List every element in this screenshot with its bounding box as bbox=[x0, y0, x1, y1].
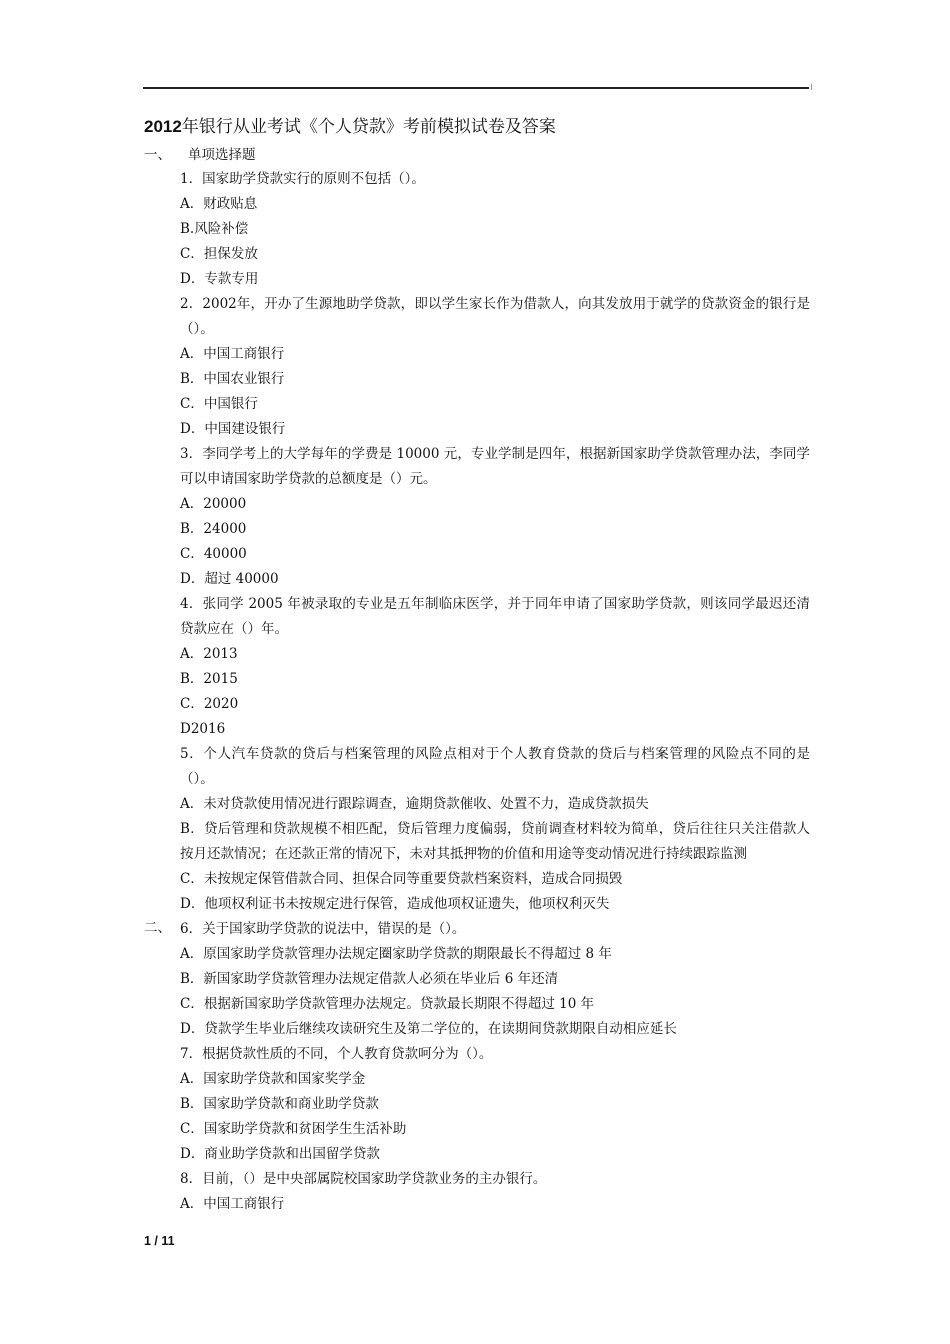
header-rule bbox=[143, 87, 809, 89]
option-2a: A．中国工商银行 bbox=[180, 346, 285, 362]
question-list bbox=[180, 167, 810, 1217]
title-text: 年银行从业考试《个人贷款》考前模拟试卷及答案 bbox=[181, 117, 556, 137]
question-4: 4．张同学 2005 年被录取的专业是五年制临床医学，并于同年申请了国家助学贷款，则该同学最迟还清贷款应在（）年。 bbox=[180, 596, 810, 637]
option-2c: C．中国银行 bbox=[180, 396, 258, 412]
option-6d: D．贷款学生毕业后继续攻读研究生及第二学位的，在读期间贷款期限自动相应延长 bbox=[180, 1021, 677, 1037]
option-4c: C．2020 bbox=[180, 696, 239, 712]
option-6a: A．原国家助学贷款管理办法规定圈家助学贷款的期限最长不得超过 8 年 bbox=[180, 946, 612, 962]
option-2b: B．中国农业银行 bbox=[180, 371, 285, 387]
question-7: 7．根据贷款性质的不同，个人教育贷款呵分为（）。 bbox=[180, 1046, 493, 1062]
option-5a: A．未对贷款使用情况进行跟踪调查，逾期贷款催收、处置不力，造成贷款损失 bbox=[180, 796, 649, 812]
option-1a: A．财政贴息 bbox=[180, 196, 258, 212]
option-3c: C．40000 bbox=[180, 546, 247, 562]
section-number: 二、 bbox=[144, 920, 171, 936]
option-6c: C．根据新国家助学贷款管理办法规定。贷款最长期限不得超过 10 年 bbox=[180, 996, 595, 1012]
question-5: 5．个人汽车贷款的贷后与档案管理的风险点相对于个人教育贷款的贷后与档案管理的风险点不同的是（）。 bbox=[180, 746, 810, 787]
option-3a: A．20000 bbox=[180, 496, 247, 512]
option-5c: C．未按规定保管借款合同、担保合同等重要贷款档案资料，造成合同损毁 bbox=[180, 871, 623, 887]
option-6b: B．新国家助学贷款管理办法规定借款人必须在毕业后 6 年还清 bbox=[180, 971, 559, 987]
document-title bbox=[144, 116, 556, 138]
option-8a: A．中国工商银行 bbox=[180, 1196, 285, 1212]
question-6: 6．关于国家助学贷款的说法中，错误的是（）。 bbox=[180, 921, 466, 937]
option-3d: D．超过 40000 bbox=[180, 571, 279, 587]
option-7c: C．国家助学贷款和贫困学生生活补助 bbox=[180, 1121, 407, 1137]
section-label: 单项选择题 bbox=[188, 147, 256, 163]
option-1b: B.风险补偿 bbox=[180, 221, 249, 237]
option-1c: C．担保发放 bbox=[180, 246, 258, 262]
title-year: 2012 bbox=[144, 117, 182, 136]
option-4b: B．2015 bbox=[180, 671, 238, 687]
section-marker-2 bbox=[144, 919, 171, 937]
question-1: 1．国家助学贷款实行的原则不包括（）。 bbox=[180, 171, 425, 187]
question-2: 2．2002年，开办了生源地助学贷款，即以学生家长作为借款人，向其发放用于就学的贷款资金的银行是（）。 bbox=[180, 296, 810, 337]
section-marker-1 bbox=[144, 146, 256, 164]
option-3b: B．24000 bbox=[180, 521, 247, 537]
option-4a: A．2013 bbox=[180, 646, 238, 662]
option-4d: D2016 bbox=[180, 721, 226, 737]
page-number: 1 / 11 bbox=[144, 1234, 175, 1248]
option-7a: A．国家助学贷款和国家奖学金 bbox=[180, 1071, 366, 1087]
header-rule-tick bbox=[811, 84, 812, 90]
question-3: 3．李同学考上的大学每年的学费是 10000 元，专业学制是四年，根据新国家助学贷款管理办法，李同学可以申请国家助学贷款的总额度是（）元。 bbox=[180, 446, 810, 487]
section-number: 一、 bbox=[144, 147, 171, 163]
option-1d: D．专款专用 bbox=[180, 271, 259, 287]
option-7b: B．国家助学贷款和商业助学贷款 bbox=[180, 1096, 379, 1112]
question-8: 8．目前，（）是中央部属院校国家助学贷款业务的主办银行。 bbox=[180, 1171, 547, 1187]
option-7d: D．商业助学贷款和出国留学贷款 bbox=[180, 1146, 380, 1162]
option-5b: B．贷后管理和贷款规模不相匹配，贷后管理力度偏弱，贷前调查材料较为简单，贷后往往只关注借款人按月还款情况；在还款正常的情况下，未对其抵押物的价值和用途等变动情况进行持续跟踪监测 bbox=[180, 821, 810, 862]
option-2d: D．中国建设银行 bbox=[180, 421, 286, 437]
option-5d: D．他项权利证书未按规定进行保管，造成他项权证遗失，他项权利灭失 bbox=[180, 896, 610, 912]
